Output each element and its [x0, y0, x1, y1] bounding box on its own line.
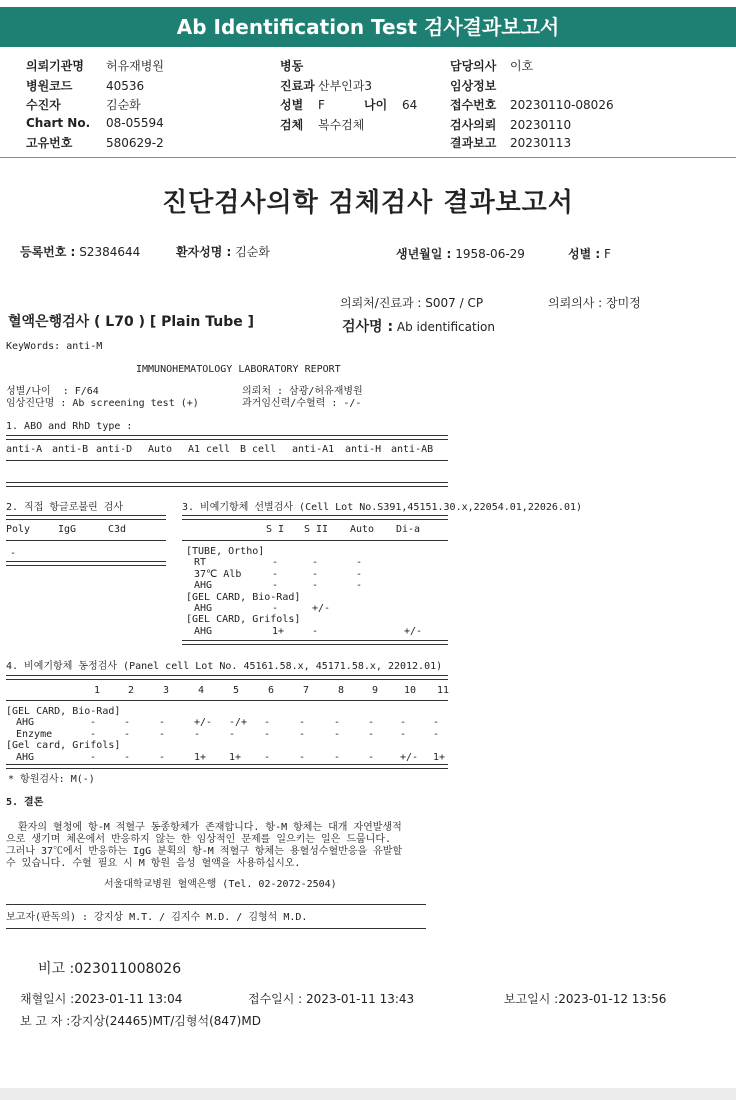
header-label: 수진자 — [26, 98, 61, 112]
panel-cell: - — [90, 728, 97, 740]
screening-cell: - — [272, 580, 279, 592]
panel-cell: -/+ — [229, 717, 248, 729]
screening-row-label: 37℃ Alb — [194, 568, 242, 580]
section-abo-title: 1. ABO and RhD type : — [6, 421, 133, 432]
panel-cell: 1+ — [194, 751, 207, 763]
panel-cell: - — [368, 717, 375, 729]
header-row — [26, 116, 164, 130]
panel-row-label: AHG — [16, 751, 35, 763]
ward-label: 병동 — [280, 59, 304, 73]
screening-cell: - — [312, 625, 319, 637]
abo-col-header: anti-B — [52, 444, 89, 455]
screening-cell: - — [272, 603, 279, 614]
header-row: 성별 F 나이 64 — [280, 98, 418, 112]
abo-col-header: anti-D — [96, 444, 133, 455]
dat-col-header: IgG — [58, 524, 77, 535]
rule — [6, 928, 426, 929]
panel-cell: - — [264, 717, 271, 729]
section-conclusion-title: 5. 결론 — [6, 797, 44, 808]
patient-name: 환자성명 : 김순화 — [176, 245, 270, 259]
conclusion-line: 그러나 37℃에서 반응하는 IgG 분획의 항-M 적혈구 항체는 용혈성수혈반응을 유발할 — [6, 846, 403, 857]
header-value: 580629-2 — [106, 136, 164, 150]
panel-cell: - — [124, 717, 131, 729]
screening-col-header: Auto — [350, 524, 375, 535]
screening-row-label: [GEL CARD, Bio-Rad] — [186, 591, 301, 603]
double-rule — [182, 515, 448, 520]
panel-cell: - — [433, 728, 440, 740]
header-label: 고유번호 — [26, 136, 73, 150]
receipt-datetime: 접수일시 : 2023-01-11 13:43 — [248, 992, 415, 1006]
hospital-bloodbank: 서울대학교병원 혈액은행 (Tel. 02-2072-2504) — [104, 879, 337, 890]
header-value: 허유재병원 — [106, 59, 164, 73]
double-rule — [6, 561, 166, 566]
screening-row-label: AHG — [194, 625, 213, 637]
panel-cell: - — [400, 717, 407, 729]
report-banner-title: Ab Identification Test 검사결과보고서 — [0, 7, 736, 47]
section-dat-title: 2. 직접 항글로불린 검사 — [6, 502, 124, 513]
header-row: 검사의뢰 20230110 — [450, 118, 572, 132]
panel-col-header: 4 — [198, 685, 205, 696]
panel-row-label: AHG — [16, 717, 35, 729]
screening-cell: - — [356, 568, 363, 580]
birth-date: 생년월일 : 1958-06-29 — [396, 247, 525, 261]
double-rule — [6, 482, 448, 487]
header-row: 진료과 산부인과3 — [280, 79, 373, 93]
conclusion-line: 수 있습니다. 수혈 필요 시 M 항원 음성 혈액을 사용하십시오. — [6, 858, 301, 869]
remark: 비고 :023011008026 — [38, 961, 182, 977]
sex-age: 성별/나이 : F/64 — [6, 386, 99, 397]
panel-cell: - — [264, 728, 271, 740]
header-row — [26, 134, 164, 151]
header-row: 임상정보 — [450, 79, 497, 93]
abo-col-header: anti-AB — [391, 444, 434, 455]
panel-cell: - — [299, 751, 306, 763]
dept-info: 의뢰처/진료과 : S007 / CP — [340, 296, 484, 310]
header-label: 병원코드 — [26, 79, 73, 93]
panel-cell: +/- — [194, 717, 213, 729]
panel-cell: - — [159, 728, 166, 740]
panel-cell: +/- — [400, 751, 419, 763]
screening-cell: - — [356, 557, 363, 569]
abo-col-header: anti-H — [345, 444, 382, 455]
double-rule — [6, 764, 448, 769]
registration-no: 등록번호 : S2384644 — [20, 245, 141, 259]
panel-row-label: [GEL CARD, Bio-Rad] — [6, 706, 121, 717]
screening-row-label: AHG — [194, 603, 213, 614]
panel-col-header: 11 — [437, 685, 450, 696]
panel-cell: - — [159, 717, 166, 729]
panel-cell: - — [368, 751, 375, 763]
pregnancy-history: 과거임신력/수혈력 : -/- — [242, 398, 362, 409]
screening-col-header: S II — [304, 524, 329, 535]
conclusion-line: 환자의 혈청에 항-M 적혈구 동종항체가 존재합니다. 항-M 항체는 대개 자연발생적 — [6, 822, 402, 833]
panel-row-label: Enzyme — [16, 728, 53, 740]
panel-col-header: 8 — [338, 685, 345, 696]
double-rule — [182, 640, 448, 645]
screening-col-header: S I — [266, 524, 285, 535]
dat-col-header: Poly — [6, 524, 31, 535]
header-row — [26, 96, 141, 113]
reporter-line: 보고자(판독의) : 강지상 M.T. / 김지수 M.D. / 김형석 M.D. — [6, 912, 308, 923]
panel-cell: - — [299, 717, 306, 729]
screening-row-label: AHG — [194, 580, 213, 592]
antigen-test: * 항원검사: M(-) — [8, 774, 95, 785]
abo-col-header: anti-A1 — [292, 444, 335, 455]
panel-cell: - — [334, 717, 341, 729]
header-row: 결과보고 20230113 — [450, 136, 572, 150]
rule — [6, 460, 448, 461]
header-row — [26, 57, 164, 74]
header-label: 의뢰기관명 — [26, 59, 84, 73]
panel-cell: - — [299, 728, 306, 740]
client: 의뢰처 : 삼광/허유재병원 — [242, 386, 363, 397]
screening-cell: +/- — [404, 625, 423, 637]
header-row: 검체 복수검체 — [280, 118, 365, 132]
double-rule — [6, 675, 448, 680]
screening-cell: - — [312, 557, 319, 569]
panel-cell: - — [90, 751, 97, 763]
report-title: 진단검사의학 검체검사 결과보고서 — [162, 188, 574, 218]
screening-cell: - — [312, 580, 319, 592]
panel-col-header: 5 — [233, 685, 240, 696]
panel-cell: - — [159, 751, 166, 763]
rule — [6, 700, 448, 701]
reporter-signature: 보 고 자 :강지상(24465)MT/김형석(847)MD — [20, 1014, 261, 1028]
panel-row-label: [Gel card, Grifols] — [6, 740, 121, 752]
panel-cell: - — [229, 728, 236, 740]
screening-cell: - — [272, 557, 279, 569]
screening-row-label: RT — [194, 557, 207, 569]
keywords: KeyWords: anti-M — [6, 341, 103, 352]
clinical-diagnosis: 임상진단명 : Ab screening test (+) — [6, 398, 199, 409]
panel-cell: 1+ — [229, 751, 242, 763]
panel-col-header: 10 — [404, 685, 417, 696]
rule — [182, 540, 448, 541]
report-sex: 성별 : F — [568, 247, 611, 261]
header-row — [26, 77, 144, 94]
panel-cell: - — [400, 728, 407, 740]
header-divider — [0, 157, 736, 158]
rule — [6, 904, 426, 905]
collection-datetime: 채혈일시 :2023-01-11 13:04 — [20, 992, 183, 1006]
panel-col-header: 7 — [303, 685, 310, 696]
section-identification-title: 4. 비예기항체 동정검사 (Panel cell Lot No. 45161.58.x, 45171.58.x, 22012.01) — [6, 661, 443, 672]
panel-cell: - — [194, 728, 201, 740]
conclusion-line: 으로 생기며 체온에서 반응하지 않는 한 임상적인 문제를 일으키는 일은 드뭅니다. — [6, 834, 392, 845]
header-value: 김순화 — [106, 98, 141, 112]
panel-col-header: 1 — [94, 685, 101, 696]
screening-cell: - — [272, 568, 279, 580]
test-group: 혈액은행검사 ( L70 ) [ Plain Tube ] — [8, 314, 255, 330]
screening-row-label: [GEL CARD, Grifols] — [186, 614, 301, 626]
double-rule — [6, 435, 448, 440]
panel-col-header: 6 — [268, 685, 275, 696]
panel-col-header: 3 — [163, 685, 170, 696]
screening-cell: 1+ — [272, 625, 285, 637]
header-value: 40536 — [106, 79, 145, 93]
panel-col-header: 9 — [372, 685, 379, 696]
header-row: 담당의사 이호 — [450, 59, 534, 73]
double-rule — [6, 515, 166, 520]
panel-cell: - — [264, 751, 271, 763]
ordering-doctor: 의뢰의사 : 장미정 — [548, 296, 641, 310]
screening-cell: +/- — [312, 603, 331, 614]
panel-cell: - — [90, 717, 97, 729]
section-screening-title: 3. 비예기항체 선별검사 (Cell Lot No.S391,45151.30.x,22054.01,22026.01) — [182, 502, 583, 513]
test-name: 검사명 : Ab identification — [342, 319, 495, 335]
panel-cell: 1+ — [433, 751, 446, 763]
header-row: 접수번호 20230110-08026 — [450, 98, 614, 112]
header-label: Chart No. — [26, 116, 91, 130]
dat-col-header: C3d — [108, 524, 127, 535]
abo-col-header: B cell — [240, 444, 277, 455]
page-bottom-strip — [0, 1088, 736, 1100]
panel-cell: - — [368, 728, 375, 740]
dat-value: - — [10, 548, 17, 559]
panel-col-header: 2 — [128, 685, 135, 696]
screening-col-header: Di-a — [396, 524, 421, 535]
panel-cell: - — [334, 751, 341, 763]
header-value: 08-05594 — [106, 116, 164, 130]
panel-cell: - — [433, 717, 440, 729]
panel-cell: - — [124, 751, 131, 763]
rule — [6, 540, 166, 541]
lab-report-title: IMMUNOHEMATOLOGY LABORATORY REPORT — [136, 364, 341, 375]
panel-cell: - — [334, 728, 341, 740]
screening-cell: - — [356, 580, 363, 592]
report-datetime: 보고일시 :2023-01-12 13:56 — [504, 992, 667, 1006]
screening-cell: - — [312, 568, 319, 580]
abo-col-header: Auto — [148, 444, 173, 455]
abo-col-header: A1 cell — [188, 444, 231, 455]
abo-col-header: anti-A — [6, 444, 43, 455]
screening-row-label: [TUBE, Ortho] — [186, 546, 265, 557]
panel-cell: - — [124, 728, 131, 740]
